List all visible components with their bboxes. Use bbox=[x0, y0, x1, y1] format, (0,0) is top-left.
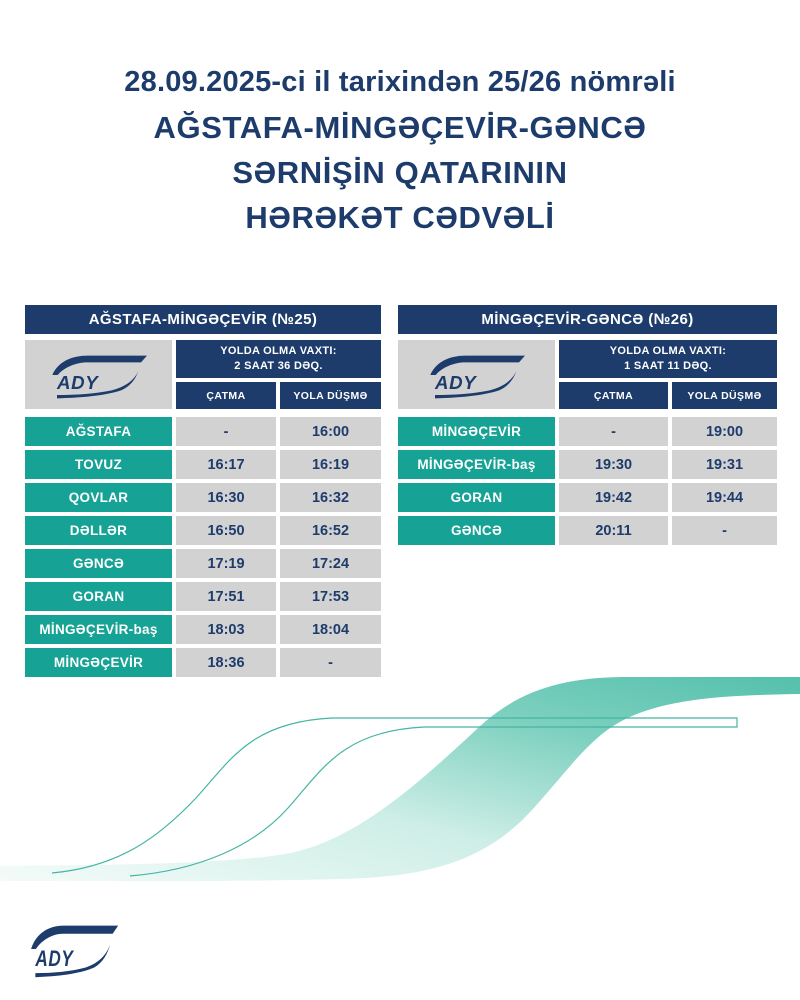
column-header-departure: YOLA DÜŞMƏ bbox=[672, 382, 777, 409]
travel-duration bbox=[559, 340, 777, 378]
footer-ady-logo bbox=[28, 920, 120, 980]
table-header bbox=[398, 340, 777, 409]
station-cell: MİNGƏÇEVİR-baş bbox=[398, 450, 555, 479]
station-cell: GƏNCƏ bbox=[398, 516, 555, 545]
title-route-line: AĞSTAFA-MİNGƏÇEVİR-GƏNCƏ bbox=[153, 110, 647, 145]
station-cell: MİNGƏÇEVİR bbox=[25, 648, 172, 677]
ady-logo-icon bbox=[427, 351, 527, 399]
departure-cell: 17:53 bbox=[280, 582, 381, 611]
wave-decoration bbox=[0, 670, 800, 885]
arrival-cell: 20:11 bbox=[559, 516, 668, 545]
departure-cell: 16:32 bbox=[280, 483, 381, 512]
title-date-line: 28.09.2025-ci il tarixindən 25/26 nömrəli bbox=[124, 66, 676, 98]
travel-duration-value: 2 SAAT 36 DƏQ. bbox=[234, 360, 323, 372]
departure-cell: 19:31 bbox=[672, 450, 777, 479]
ady-logo-icon bbox=[49, 351, 149, 399]
arrival-cell: - bbox=[176, 417, 276, 446]
column-header-departure: YOLA DÜŞMƏ bbox=[280, 382, 381, 409]
table-rows bbox=[398, 417, 777, 545]
station-cell: MİNGƏÇEVİR-baş bbox=[25, 615, 172, 644]
station-cell: GƏNCƏ bbox=[25, 549, 172, 578]
station-cell: QOVLAR bbox=[25, 483, 172, 512]
departure-cell: 17:24 bbox=[280, 549, 381, 578]
timetable-mingacevir-gance bbox=[398, 305, 777, 545]
arrival-cell: 19:30 bbox=[559, 450, 668, 479]
table-title: MİNGƏÇEVİR-GƏNCƏ (№26) bbox=[398, 305, 777, 334]
departure-cell: 18:04 bbox=[280, 615, 381, 644]
departure-cell: 19:00 bbox=[672, 417, 777, 446]
ady-logo-icon bbox=[28, 920, 120, 978]
arrival-cell: - bbox=[559, 417, 668, 446]
travel-duration-label: YOLDA OLMA VAXTI: bbox=[609, 345, 727, 358]
arrival-cell: 16:50 bbox=[176, 516, 276, 545]
station-cell: DƏLLƏR bbox=[25, 516, 172, 545]
ady-logo-text: ADY bbox=[56, 371, 98, 393]
departure-cell: 19:44 bbox=[672, 483, 777, 512]
departure-cell: - bbox=[280, 648, 381, 677]
departure-cell: 16:19 bbox=[280, 450, 381, 479]
arrival-cell: 17:51 bbox=[176, 582, 276, 611]
arrival-cell: 18:36 bbox=[176, 648, 276, 677]
title-schedule-line: HƏRƏKƏT CƏDVƏLİ bbox=[245, 200, 555, 235]
arrival-cell: 16:17 bbox=[176, 450, 276, 479]
timetable-agstafa-mingacevir bbox=[25, 305, 381, 677]
table-rows bbox=[25, 417, 381, 677]
station-cell: TOVUZ bbox=[25, 450, 172, 479]
departure-cell: - bbox=[672, 516, 777, 545]
departure-cell: 16:52 bbox=[280, 516, 381, 545]
departure-cell: 16:00 bbox=[280, 417, 381, 446]
arrival-cell: 19:42 bbox=[559, 483, 668, 512]
ady-logo-cell bbox=[25, 340, 172, 409]
travel-duration-label: YOLDA OLMA VAXTI: bbox=[220, 345, 337, 358]
ady-logo-text: ADY bbox=[434, 371, 476, 393]
station-cell: GORAN bbox=[25, 582, 172, 611]
arrival-cell: 16:30 bbox=[176, 483, 276, 512]
station-cell: MİNGƏÇEVİR bbox=[398, 417, 555, 446]
column-header-arrival: ÇATMA bbox=[176, 382, 276, 409]
travel-duration bbox=[176, 340, 381, 378]
table-header bbox=[25, 340, 381, 409]
arrival-cell: 17:19 bbox=[176, 549, 276, 578]
station-cell: GORAN bbox=[398, 483, 555, 512]
table-title: AĞSTAFA-MİNGƏÇEVİR (№25) bbox=[25, 305, 381, 334]
page-title bbox=[0, 60, 800, 240]
column-header-arrival: ÇATMA bbox=[559, 382, 668, 409]
title-train-line: SƏRNİŞİN QATARININ bbox=[232, 155, 568, 190]
arrival-cell: 18:03 bbox=[176, 615, 276, 644]
ady-logo-text: ADY bbox=[35, 946, 74, 972]
station-cell: AĞSTAFA bbox=[25, 417, 172, 446]
ady-logo-cell bbox=[398, 340, 555, 409]
travel-duration-value: 1 SAAT 11 DƏQ. bbox=[624, 360, 712, 372]
